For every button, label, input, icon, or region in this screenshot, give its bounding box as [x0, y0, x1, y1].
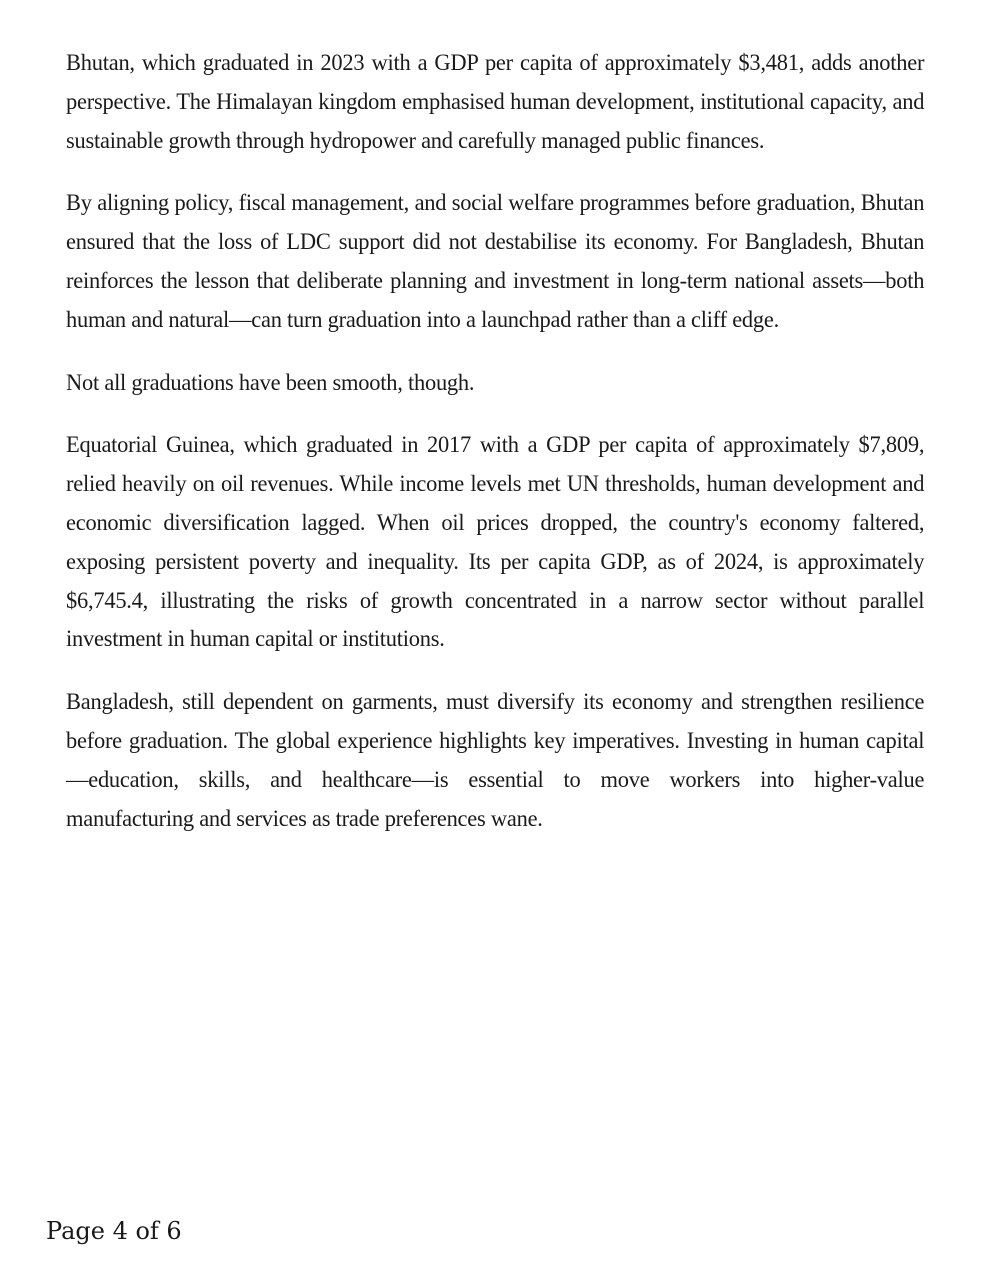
page-number: Page 4 of 6	[46, 1217, 182, 1245]
paragraph-bangladesh-imperatives: Bangladesh, still dependent on garments, must diversify its economy and strengthen resilience before graduation. The global experience highlights key imperatives. Investing in human capital—education, skills, and healthcare—is essential to move workers into higher-value manufacturing and services as trade preferences wane.	[66, 689, 925, 832]
paragraph-bhutan-intro: Bhutan, which graduated in 2023 with a GDP per capita of approximately $3,481, adds another perspective. The Himalayan kingdom emphasised human development, institutional capacity, and sustainable growth through hydropower and carefully managed public finances.	[66, 50, 925, 154]
paragraph-equatorial-guinea: Equatorial Guinea, which graduated in 2017 with a GDP per capita of approximately $7,809, relied heavily on oil revenues. While income levels met UN thresholds, human development and economic diversification lagged. When oil prices dropped, the country's economy faltered, exposing persistent poverty and inequality. Its per capita GDP, as of 2024, is approximately $6,745.4, illustrating the risks of growth concentrated in a narrow sector without parallel investment in human capital or institutions.	[66, 432, 925, 653]
paragraph-transition: Not all graduations have been smooth, though.	[66, 369, 475, 396]
article-body	[66, 44, 924, 862]
paragraph-bhutan-lesson: By aligning policy, fiscal management, and social welfare programmes before graduation, Bhutan ensured that the loss of LDC support did not destabilise its economy. For Bangladesh, Bhutan reinforces the lesson that deliberate planning and investment in long-term national assets—both human and natural—can turn graduation into a launchpad rather than a cliff edge.	[66, 190, 925, 333]
